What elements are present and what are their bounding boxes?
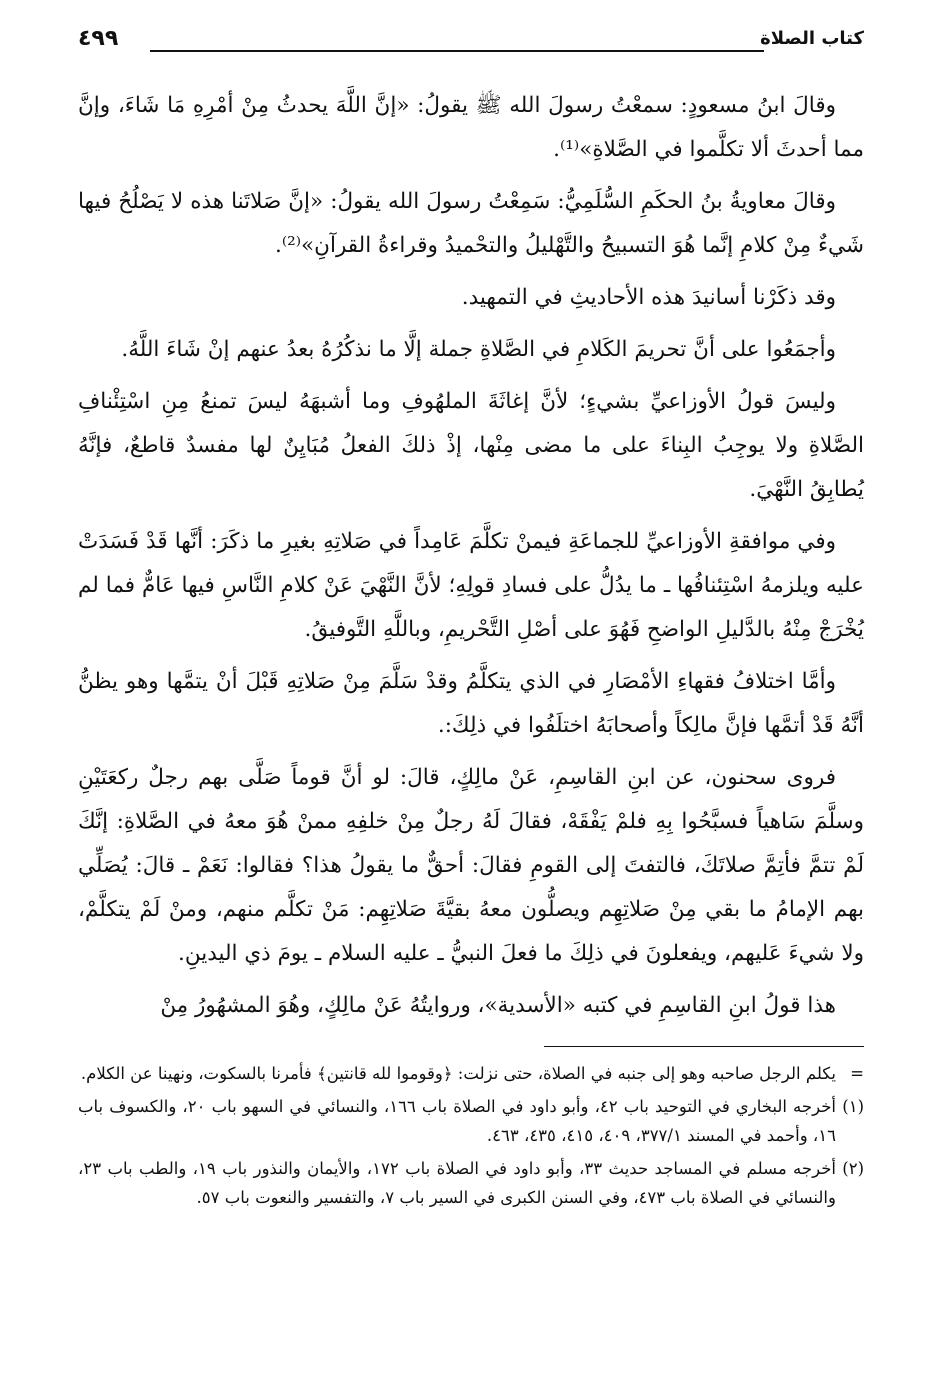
running-header [78, 22, 864, 62]
footnote-text: يكلم الرجل صاحبه وهو إلى جنبه في الصلاة، حتى نزلت: ﴿وقوموا لله قانتين﴾ فأمرنا بالسكوت، ونهينا عن الكلام. [80, 1064, 836, 1083]
footnotes [78, 1059, 864, 1212]
paragraph: وأمَّا اختلافُ فقهاءِ الأمْصَارِ في الذي يتكلَّمُ وقدْ سَلَّمَ مِنْ صَلاتِهِ قَبْلَ أنْ يتمَّها وهو يظنُّ أنَّهُ قَدْ أتمَّها فإنَّ مالِكاً وأصحابَهُ اختلَفُوا في ذلِكَ:. [78, 669, 864, 738]
footnote-separator [544, 1046, 864, 1047]
paragraph: وقالَ ابنُ مسعودٍ: سمعْتُ رسولَ الله ﷺ يقولُ: «إنَّ اللَّهَ يحدثُ مِنْ أمْرِهِ مَا شَاءَ، وإنَّ مما أحدثَ ألا تكلَّموا في الصَّلاةِ»⁽¹⁾. [78, 93, 864, 162]
paragraph: وقالَ معاويةُ بنُ الحكَمِ السُّلَمِيُّ: سَمِعْتُ رسولَ الله يقولُ: «إنَّ صَلاتَنا هذه لا يَصْلُحُ فيها شَيءٌ مِنْ كلامِ إنَّما هُوَ التسبيحُ والتَّهْليلُ والتحْميدُ وقراءةُ القرآنِ»⁽²⁾. [78, 189, 864, 258]
paragraph: فروى سحنون، عن ابنِ القاسِمِ، عَنْ مالِكٍ، قالَ: لو أنَّ قوماً صَلَّى بهم رجلٌ ركعَتَيْنِ وسلَّمَ سَاهياً فسبَّحُوا بِهِ فلمْ يَفْقَهْ، فقالَ لَهُ رجلٌ مِنْ خلفِهِ ممنْ هُوَ معهُ في الصَّلاةِ: إنَّكَ لَمْ تتمَّ فأتِمَّ صلاتَكَ، فالتفتَ إلى القومِ فقالَ: أحقٌّ ما يقولُ هذا؟ فقالوا: نَعَمْ ـ قالَ: يُصَلِّي بهم الإمامُ ما بقي مِنْ صَلاتِهِم ويصلُّون معهُ بقيَّةَ صَلاتِهِم: مَنْ تكلَّم منهم، ومنْ لَمْ يتكلَّمْ، ولا شيءَ عَليهم، ويفعلونَ في ذلِكَ ما فعلَ النبيُّ ـ عليه السلام ـ يومَ ذي اليدينِ. [78, 765, 864, 966]
footnote-text: أخرجه مسلم في المساجد حديث ٣٣، وأبو داود في الصلاة باب ١٧٢، والأيمان والنذور باب ١٩، والطب باب ٢٣، والنسائي في الصلاة باب ٤٧٣، وفي السنن الكبرى في السير باب ٧، والتفسير والنعوت باب ٥٧. [78, 1159, 836, 1207]
page-number: ٤٩٩ [78, 26, 119, 51]
paragraph: وأجمَعُوا على أنَّ تحريمَ الكَلامِ في الصَّلاةِ جملة إلَّا ما نذكُرُهُ بعدُ عنهم إنْ شَاءَ اللَّهُ. [121, 337, 836, 362]
book-page [78, 22, 864, 1372]
paragraph: وفي موافقةِ الأوزاعيِّ للجماعَةِ فيمنْ تكلَّمَ عَامِداً في صَلاتِهِ بغيرِ ما ذكَرَ: أنَّها قَدْ فَسَدَتْ عليه ويلزمهُ اسْتِئنافُها ـ ما يدُلُّ على فسادِ قولِهِ؛ لأنَّ النَّهْيَ عَنْ كلامِ النَّاسِ فيها عَامٌّ فما لم يُخْرَجْ مِنْهُ بالدَّليلِ الواضحِ فَهُوَ على أصْلِ التَّحْريمِ، وباللَّهِ التَّوفيقُ. [78, 529, 864, 642]
paragraph: وليسَ قولُ الأوزاعيِّ بشيءٍ؛ لأنَّ إغاثَةَ الملهُوفِ وما أشبهَهُ ليسَ تمنعُ مِنِ اسْتِئْنافِ الصَّلاةِ ولا يوجِبُ البِناءَ على ما مضى مِنْها، إذْ ذلكَ الفعلُ مُبَايِنٌ لها مفسدٌ قاطعٌ، فإنَّهُ يُطابِقُ النَّهْيَ. [78, 389, 864, 502]
paragraph: هذا قولُ ابنِ القاسِمِ في كتبه «الأسدية»، وروايتُهُ عَنْ مالِكٍ، وهُوَ المشهُورُ مِنْ [160, 993, 836, 1018]
header-rule [150, 50, 764, 52]
footnote [78, 1059, 864, 1088]
main-text [78, 84, 864, 1028]
paragraph: وقد ذكَرْنا أسانيدَ هذه الأحاديثِ في التمهيد. [461, 285, 836, 310]
footnote [78, 1154, 864, 1212]
footnote [78, 1092, 864, 1150]
footnote-mark: (٢) [842, 1159, 864, 1178]
footnote-mark: = [850, 1064, 864, 1083]
chapter-title: كتاب الصلاة [760, 28, 864, 49]
footnote-text: أخرجه البخاري في التوحيد باب ٤٢، وأبو داود في الصلاة باب ١٦٦، والنسائي في السهو باب ٢٠، والكسوف باب ١٦، وأحمد في المسند ٣٧٧/١، ٤٠٩، ٤١٥، ٤٣٥، ٤٦٣. [78, 1097, 836, 1145]
footnote-mark: (١) [842, 1097, 864, 1116]
